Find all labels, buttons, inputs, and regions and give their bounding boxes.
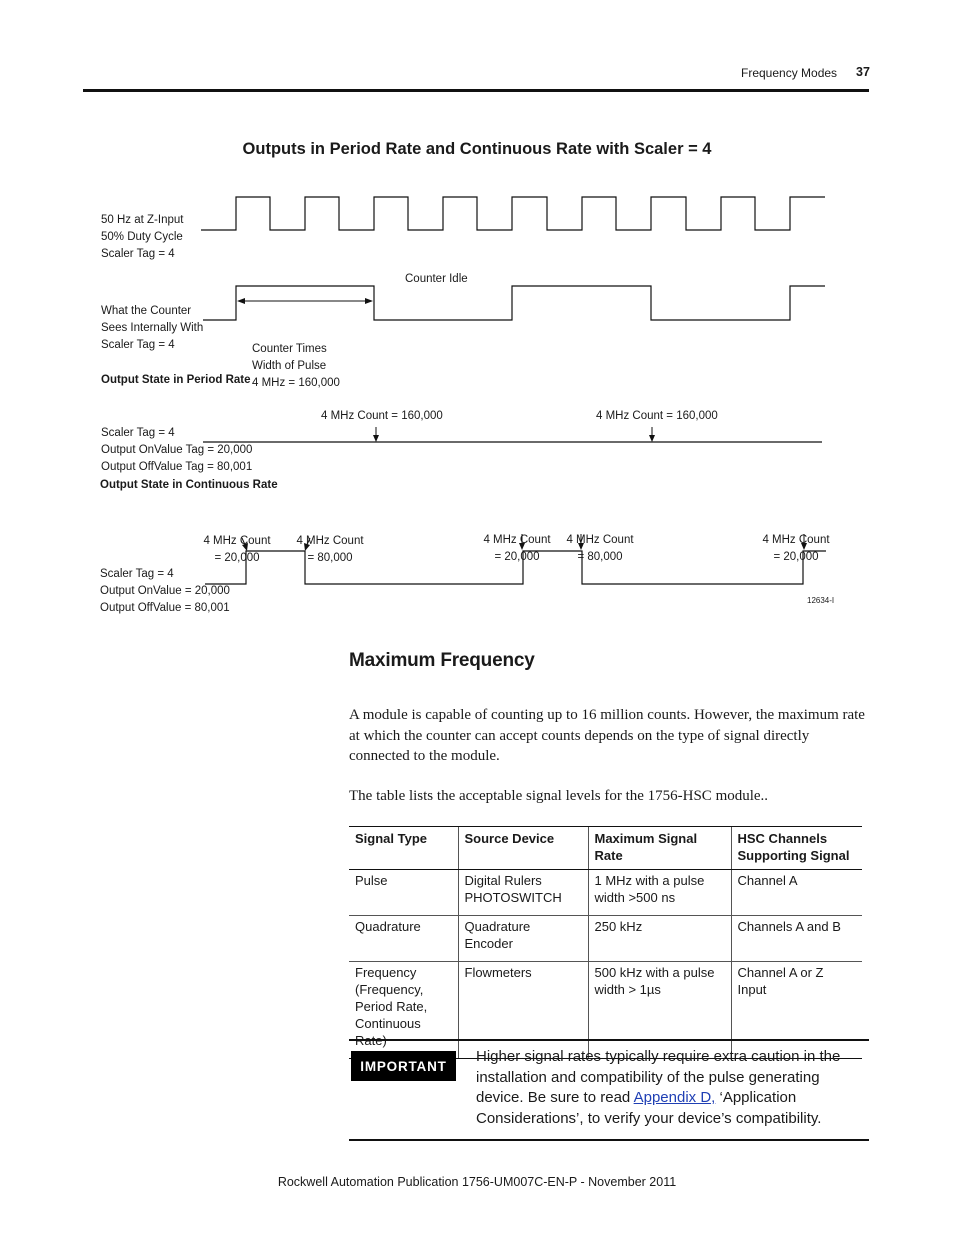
table-cell: Flowmeters xyxy=(458,962,588,1059)
table-cell: Channel A or Z Input xyxy=(731,962,862,1059)
intro-paragraph: A module is capable of counting up to 16 million counts. However, the maximum rate at which the counter can accept counts depends on the type of signal directly connected to the module. xyxy=(349,707,865,764)
table-header-row xyxy=(349,827,862,870)
count-label-1: 4 MHz Count = 20,000 xyxy=(203,535,271,564)
table-intro-paragraph: The table lists the acceptable signal levels for the 1756-HSC module.. xyxy=(349,788,769,804)
count-label-5: 4 MHz Count = 20,000 xyxy=(762,534,830,563)
column-header: Source Device xyxy=(458,827,588,870)
period-rate-label: Scaler Tag = 4 Output OnValue Tag = 20,000 Output OffValue Tag = 80,001 xyxy=(101,427,253,473)
signal-levels-table xyxy=(349,826,862,1059)
column-header: HSC Channels Supporting Signal xyxy=(731,827,862,870)
table-cell: Quadrature Encoder xyxy=(458,916,588,962)
continuous-rate-heading: Output State in Continuous Rate xyxy=(100,479,278,491)
section-title: Maximum Frequency xyxy=(349,650,535,671)
table-cell: Quadrature xyxy=(349,916,458,962)
table-row xyxy=(349,870,862,916)
arrowhead-left xyxy=(237,298,245,304)
column-header: Signal Type xyxy=(349,827,458,870)
table-cell: Channel A xyxy=(731,870,862,916)
table-cell: 250 kHz xyxy=(588,916,731,962)
table-cell: Digital Rulers PHOTOSWITCH xyxy=(458,870,588,916)
counter-times-label: Counter Times Width of Pulse 4 MHz = 160,000 xyxy=(252,343,340,389)
count-label-3: 4 MHz Count = 20,000 xyxy=(483,534,551,563)
internal-label: What the Counter Sees Internally With Scaler Tag = 4 xyxy=(101,305,204,351)
table-cell: Pulse xyxy=(349,870,458,916)
important-badge: IMPORTANT xyxy=(351,1051,456,1081)
table-cell: Frequency (Frequency, Period Rate, Continuous xyxy=(349,962,458,1059)
table-cell: Channels A and B xyxy=(731,916,862,962)
table-row xyxy=(349,916,862,962)
figure-id: 12634-I xyxy=(807,596,835,605)
running-header-section: Frequency Modes xyxy=(741,66,838,80)
important-text: Higher signal rates typically require extra caution in the installation and compatibility of the pulse generating device. Be sure to read Appendix D, ‘Application Considerations’, to verify your device’s compatibility. xyxy=(476,1048,841,1127)
input-square-wave xyxy=(201,197,825,230)
count-label-4: 4 MHz Count = 80,000 xyxy=(566,534,634,563)
table-row xyxy=(349,962,862,1059)
period-rate-heading: Output State in Period Rate xyxy=(101,374,251,386)
important-rule-bottom xyxy=(349,1139,869,1141)
period-count-1-arrowhead xyxy=(373,435,379,442)
period-count-2-arrowhead xyxy=(649,435,655,442)
column-header: Maximum Signal Rate xyxy=(588,827,731,870)
appendix-d-link[interactable]: Appendix D, xyxy=(633,1089,716,1106)
count-label-2: 4 MHz Count = 80,000 xyxy=(296,535,364,564)
counter-idle-label: Counter Idle xyxy=(405,273,468,285)
table-cell: 500 kHz with a pulse width > 1µs xyxy=(588,962,731,1059)
input-label: 50 Hz at Z-Input 50% Duty Cycle Scaler Tag = 4 xyxy=(101,214,184,260)
arrowhead-right xyxy=(365,298,373,304)
table-cell: 1 MHz with a pulse width >500 ns xyxy=(588,870,731,916)
period-count-2: 4 MHz Count = 160,000 xyxy=(596,410,718,422)
page-footer: Rockwell Automation Publication 1756-UM007C-EN-P - November 2011 xyxy=(277,1175,677,1189)
period-count-1: 4 MHz Count = 160,000 xyxy=(321,410,443,422)
important-rule-top xyxy=(349,1039,869,1041)
page-number: 37 xyxy=(856,65,870,79)
continuous-rate-label: Scaler Tag = 4 Output OnValue = 20,000 Output OffValue = 80,001 xyxy=(100,568,230,614)
figure-title: Outputs in Period Rate and Continuous Rate with Scaler = 4 xyxy=(242,140,712,158)
